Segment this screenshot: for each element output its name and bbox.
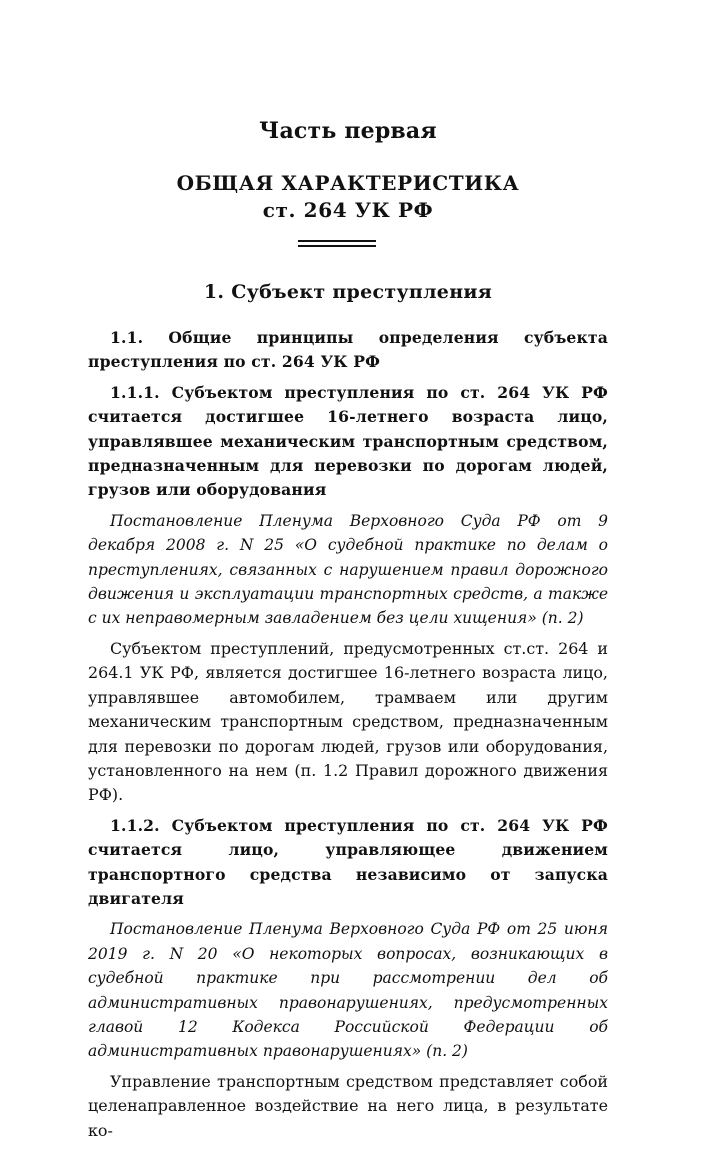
- text-body: [88, 326, 608, 1149]
- main-title: [88, 170, 608, 224]
- body-paragraph-2: Управление транспортным средством представляет собой целенаправленное воздействие на него лица, в результате ко-: [88, 1071, 608, 1140]
- heading-1-1: 1.1. Общие принципы определения субъекта преступления по ст. 264 УК РФ: [88, 328, 608, 372]
- citation-1: Постановление Пленума Верховного Суда РФ от 9 декабря 2008 г. N 25 «О судебной практике по делам о преступлениях, связанных с нарушением правил дорожного движения и эксплуатации транспортных средств, а также с их неправомерным завладением без цели хищения» (п. 2): [88, 511, 608, 628]
- title-divider-top: [298, 240, 376, 242]
- heading-1-1-2: 1.1.2. Субъектом преступления по ст. 264 УК РФ считается лицо, управляющее движением транспортного средства независимо от запуска двигателя: [88, 815, 608, 908]
- heading-1-1-1: 1.1.1. Субъектом преступления по ст. 264 УК РФ считается достигшее 16-летнего возраста лицо, управлявшее механическим транспортным средством, предназначенным для перевозки по дорогам людей, грузов или оборудования: [88, 382, 608, 500]
- main-title-line-2: ст. 264 УК РФ: [262, 198, 434, 222]
- main-title-line-1: ОБЩАЯ ХАРАКТЕРИСТИКА: [176, 171, 520, 195]
- body-paragraph-1: Субъектом преступлений, предусмотренных ст.ст. 264 и 264.1 УК РФ, является достигшее 16-летнего возраста лицо, управлявшее автомобилем, трамваем или другим механическим транспортным средством, предназначенным для перевозки по дорогам людей, грузов или оборудования, установленного на нем (п. 1.2 Правил дорожного движения РФ).: [88, 638, 608, 805]
- citation-2: Постановление Пленума Верховного Суда РФ от 25 июня 2019 г. N 20 «О некоторых вопросах, возникающих в судебной практике при рассмотрении дел об административных правонарушениях, предусмотренных главой 12 Кодекса Российской Федерации об административных правонарушениях» (п. 2): [88, 920, 608, 1061]
- part-title: Часть первая: [259, 118, 437, 144]
- section-title: 1. Субъект преступления: [203, 281, 493, 303]
- title-divider-bottom: [298, 245, 376, 247]
